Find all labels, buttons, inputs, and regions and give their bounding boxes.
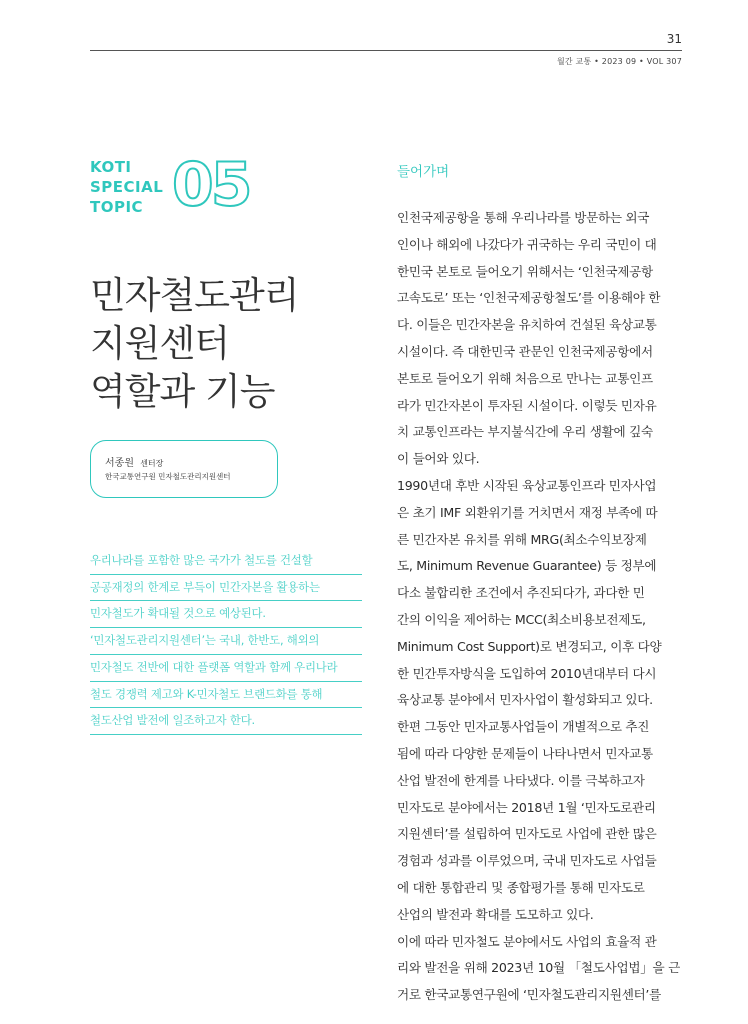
body-line: 본토로 들어오기 위해 처음으로 만나는 교통인프 xyxy=(397,370,653,386)
body-line: 다소 불합리한 조건에서 추진되다가, 과다한 민 xyxy=(397,585,645,601)
body-line: 산업의 발전과 확대를 도모하고 있다. xyxy=(397,906,594,922)
summary-line: ‘민자철도관리지원센터’는 국내, 한반도, 해외의 xyxy=(90,628,362,655)
article-title-line: 지원센터 xyxy=(90,322,229,365)
body-line: 경험과 성과를 이루었으며, 국내 민자도로 사업들 xyxy=(397,853,657,869)
body-line: 도, Minimum Revenue Guarantee) 등 정부에 xyxy=(397,558,657,574)
author-role: 센터장 xyxy=(140,459,164,468)
summary-line: 철도 경쟁력 제고와 K-민자철도 브랜드화를 통해 xyxy=(90,682,362,709)
body-line: 라가 민간자본이 투자된 시설이다. 이렇듯 민자유 xyxy=(397,397,657,413)
body-line: Minimum Cost Support)로 변경되고, 이후 다양 xyxy=(397,638,662,654)
body-line: 거로 한국교통연구원에 ‘민자철도관리지원센터’를 xyxy=(397,987,661,1003)
author-box xyxy=(90,440,278,498)
body-line: 산업 발전에 한계를 나타냈다. 이를 극복하고자 xyxy=(397,772,645,788)
issue-info: 월간 교통 • 2023 09 • VOL 307 xyxy=(556,57,682,66)
topic-label-line: KOTI xyxy=(90,158,132,176)
body-line: 시설이다. 즉 대한민국 관문인 인천국제공항에서 xyxy=(397,343,653,359)
article-title-line: 역할과 기능 xyxy=(90,370,275,413)
body-line: 한편 그동안 민자교통사업들이 개별적으로 추진 xyxy=(397,719,650,735)
body-line: 이 들어와 있다. xyxy=(397,451,480,467)
topic-label-line: SPECIAL xyxy=(90,178,164,196)
summary xyxy=(90,548,362,735)
body-line: 지원센터’를 설립하여 민자도로 사업에 관한 많은 xyxy=(397,826,657,842)
body-line: 른 민간자본 유치를 위해 MRG(최소수익보장제 xyxy=(397,531,647,547)
header-divider xyxy=(90,50,682,51)
topic-number: 05 xyxy=(172,150,250,220)
body-line: 됨에 따라 다양한 문제들이 나타나면서 민자교통 xyxy=(397,745,653,761)
summary-line: 민자철도가 확대될 것으로 예상된다. xyxy=(90,601,362,628)
article-title xyxy=(90,272,360,416)
body-text xyxy=(397,205,683,1009)
author-name-line xyxy=(105,454,163,469)
topic-label-line: TOPIC xyxy=(90,198,144,216)
body-line: 간의 이익을 제어하는 MCC(최소비용보전제도, xyxy=(397,611,646,627)
body-line: 이에 따라 민자철도 분야에서도 사업의 효율적 관 xyxy=(397,933,657,949)
body-line: 다. 이들은 민간자본을 유치하여 건설된 육상교통 xyxy=(397,317,657,333)
section-heading: 들어가며 xyxy=(397,164,450,180)
article-title-line: 민자철도관리 xyxy=(90,274,299,317)
author-name: 서종원 xyxy=(105,458,134,469)
topic-label xyxy=(90,157,163,217)
body-line: 한 민간투자방식을 도입하여 2010년대부터 다시 xyxy=(397,665,657,681)
body-line: 육상교통 분야에서 민자사업이 활성화되고 있다. xyxy=(397,692,653,708)
body-line: 인천국제공항을 통해 우리나라를 방문하는 외국 xyxy=(397,210,650,225)
body-line: 치 교통인프라는 부지불식간에 우리 생활에 깊숙 xyxy=(397,424,653,440)
summary-line: 민자철도 전반에 대한 플랫폼 역할과 함께 우리나라 xyxy=(90,655,362,682)
body-line: 고속도로’ 또는 ‘인천국제공항철도’를 이용해야 한 xyxy=(397,290,661,306)
body-line: 민자도로 분야에서는 2018년 1월 ‘민자도로관리 xyxy=(397,799,656,815)
body-line: 은 초기 IMF 외환위기를 거치면서 재정 부족에 따 xyxy=(397,504,658,520)
page-number: 31 xyxy=(666,32,682,46)
summary-line: 철도산업 발전에 일조하고자 한다. xyxy=(90,708,362,735)
summary-line: 공공재정의 한계로 부득이 민간자본을 활용하는 xyxy=(90,575,362,602)
body-line: 리와 발전을 위해 2023년 10월 「철도사업법」을 근 xyxy=(397,960,680,976)
body-line: 인이나 해외에 나갔다가 귀국하는 우리 국민이 대 xyxy=(397,236,657,252)
body-line: 에 대한 통합관리 및 종합평가를 통해 민자도로 xyxy=(397,879,645,895)
summary-line: 우리나라를 포함한 많은 국가가 철도를 건설할 xyxy=(90,548,362,575)
body-line: 1990년대 후반 시작된 육상교통인프라 민자사업 xyxy=(397,477,657,493)
author-affiliation: 한국교통연구원 민자철도관리지원센터 xyxy=(105,472,231,481)
body-line: 한민국 본토로 들어오기 위해서는 ‘인천국제공항 xyxy=(397,263,653,279)
